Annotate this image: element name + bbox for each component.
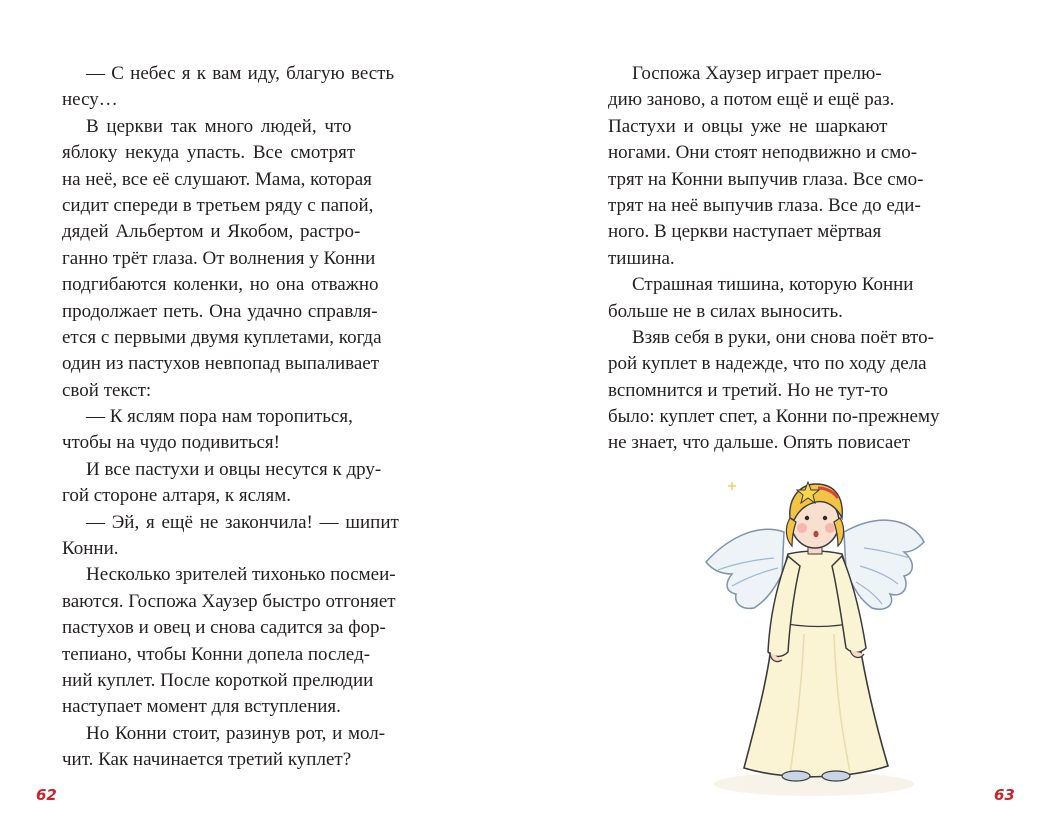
text-line: И все пастухи и овцы несутся к дру- [86,458,382,480]
page-number: 63 [994,786,1015,804]
text-line: на неё, все её слушают. Мама, которая [62,168,372,190]
text-line: ется с первыми двумя куплетами, когда [62,326,382,348]
text-line: тепиано, чтобы Конни допела послед- [62,643,371,665]
text-line: Взяв себя в руки, они снова поёт вто- [632,326,934,348]
text-line: трят на неё выпучив глаза. Все до еди- [608,194,921,216]
text-line: пастухов и овец и снова садится за фор- [62,617,386,639]
text-line: Несколько зрителей тихонько посмеи- [86,564,396,586]
left-shoe [782,771,810,781]
text-line: чтобы на чудо подивиться! [62,432,280,454]
right-shoe [822,771,850,781]
left-wing [706,529,784,608]
text-line: было: куплет спет, а Конни по-прежнему [608,406,940,428]
text-line: больше не в силах выносить. [608,300,843,322]
text-line: Госпожа Хаузер играет прелю- [632,63,882,84]
text-line: не знает, что дальше. Опять повисает [608,432,911,454]
text-line: тишина. [608,247,675,269]
text-line: рой куплет в надежде, что по ходу дела [608,353,927,375]
angel-illustration [684,462,944,822]
text-line: яблоку некуда упасть. Все смотрят [62,142,356,164]
text-line: свой текст: [62,379,152,401]
right-page-text [608,61,993,457]
text-line: ваются. Госпожа Хаузер быстро отгоняет [62,590,396,612]
text-line: чит. Как начинается третий куплет? [62,749,352,771]
left-page-text [62,61,447,774]
text-line: Но Конни стоит, разинув рот, и мол- [86,722,386,744]
text-line: трят на Конни выпучив глаза. Все смо- [608,168,924,190]
text-line: В церкви так много людей, что [86,115,352,137]
text-line: ного. В церкви наступает мёртвая [608,221,882,243]
text-line: дию заново, а потом ещё и ещё раз. [608,89,895,111]
right-page [524,0,1048,839]
text-line: ганно трёт глаза. От волнения у Конни [62,247,376,269]
text-line: — Эй, я ещё не закончила! — шипит [86,511,399,533]
text-line: продолжает петь. Она удачно справля- [62,300,378,322]
text-line: Конни. [62,538,119,560]
text-line: Пастухи и овцы уже не шаркают [608,115,888,137]
text-line: ногами. Они стоят неподвижно и смо- [608,142,918,164]
page-number: 62 [36,786,57,804]
text-line: вспомнится и третий. Но не тут-то [608,379,888,401]
text-line: сидит спереди в третьем ряду с папой, [62,194,374,216]
text-line: гой стороне алтаря, к яслям. [62,485,292,507]
text-line: наступает момент для вступления. [62,696,341,718]
text-line: один из пастухов невпопад выпаливает [62,353,380,375]
text-line: — К яслям пора нам торопиться, [86,406,353,428]
text-line: Страшная тишина, которую Конни [632,274,914,296]
text-line: ний куплет. После короткой прелюдии [62,669,374,691]
text-line: подгибаются коленки, но она отважно [62,274,379,296]
text-line: дядей Альбертом и Якобом, растро- [62,221,361,243]
text-line: несу… [62,89,118,111]
sparkle-icon [728,482,736,490]
text-line: — С небес я к вам иду, благую весть [86,63,395,84]
